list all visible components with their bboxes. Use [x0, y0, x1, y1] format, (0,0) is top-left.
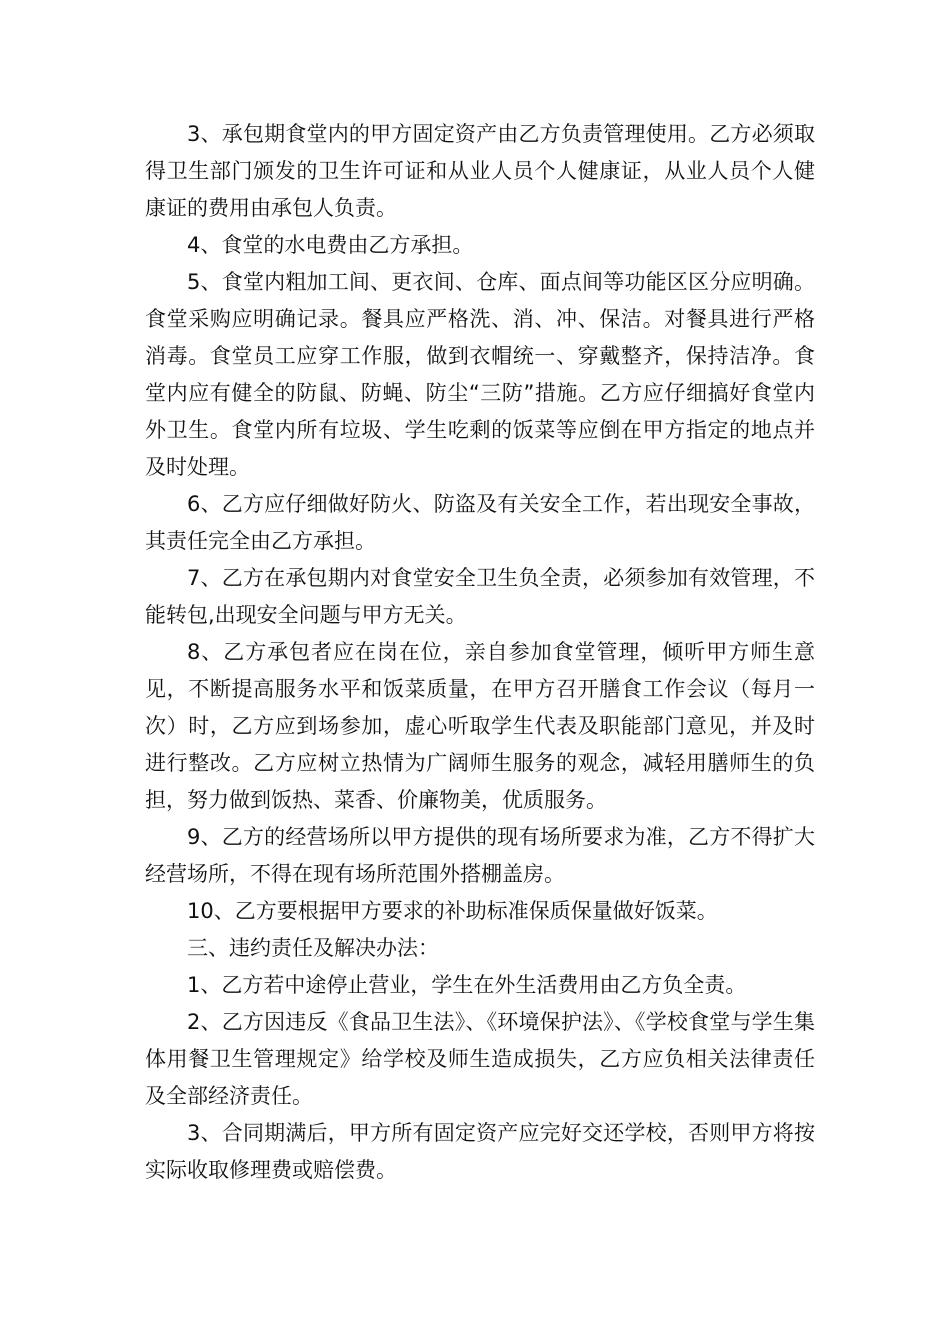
paragraph-breach-2: 2、乙方因违反《食品卫生法》、《环境保护法》、《学校食堂与学生集体用餐卫生管理规定》给学校及师生造成损失，乙方应负相关法律责任及全部经济责任。	[145, 1010, 815, 1108]
paragraph-clause-9-premises: 9、乙方的经营场所以甲方提供的现有场所要求为准，乙方不得扩大经营场所，不得在现有场所范围外搭棚盖房。	[145, 825, 815, 886]
document-body	[145, 116, 815, 1189]
section-heading-breach: 三、违约责任及解决办法：	[187, 936, 439, 960]
paragraph-clause-8-management: 8、乙方承包者应在岗在位，亲自参加食堂管理，倾听甲方师生意见，不断提高服务水平和饭菜质量，在甲方召开膳食工作会议（每月一次）时，乙方应到场参加，虚心听取学生代表及职能部门意见，并及时进行整改。乙方应树立热情为广阔师生服务的观念，减轻用膳师生的负担，努力做到饭热、菜香、价廉物美，优质服务。	[145, 640, 815, 812]
paragraph-clause-7-responsibility: 7、乙方在承包期内对食堂安全卫生负全责，必须参加有效管理，不能转包,出现安全问题与甲方无关。	[145, 566, 815, 627]
paragraph-clause-6-safety: 6、乙方应仔细做好防火、防盗及有关安全工作，若出现安全事故，其责任完全由乙方承担。	[145, 492, 815, 553]
paragraph-breach-1: 1、乙方若中途停止营业，学生在外生活费用由乙方负全责。	[187, 973, 747, 997]
paragraph-clause-4-utilities: 4、食堂的水电费由乙方承担。	[187, 233, 474, 257]
paragraph-breach-3: 3、合同期满后，甲方所有固定资产应完好交还学校，否则甲方将按实际收取修理费或赔偿费。	[145, 1121, 815, 1182]
paragraph-clause-10-meals: 10、乙方要根据甲方要求的补助标准保质保量做好饭菜。	[187, 899, 718, 923]
paragraph-clause-3-assets: 3、承包期食堂内的甲方固定资产由乙方负责管理使用。乙方必须取得卫生部门颁发的卫生许可证和从业人员个人健康证，从业人员个人健康证的费用由承包人负责。	[145, 122, 815, 220]
paragraph-clause-5-hygiene: 5、食堂内粗加工间、更衣间、仓库、面点间等功能区区分应明确。食堂采购应明确记录。餐具应严格洗、消、冲、保洁。对餐具进行严格消毒。食堂员工应穿工作服，做到衣帽统一、穿戴整齐，保持洁净。食堂内应有健全的防鼠、防蝇、防尘“三防”措施。乙方应仔细搞好食堂内外卫生。食堂内所有垃圾、学生吃剩的饭菜等应倒在甲方指定的地点并及时处理。	[145, 270, 815, 479]
